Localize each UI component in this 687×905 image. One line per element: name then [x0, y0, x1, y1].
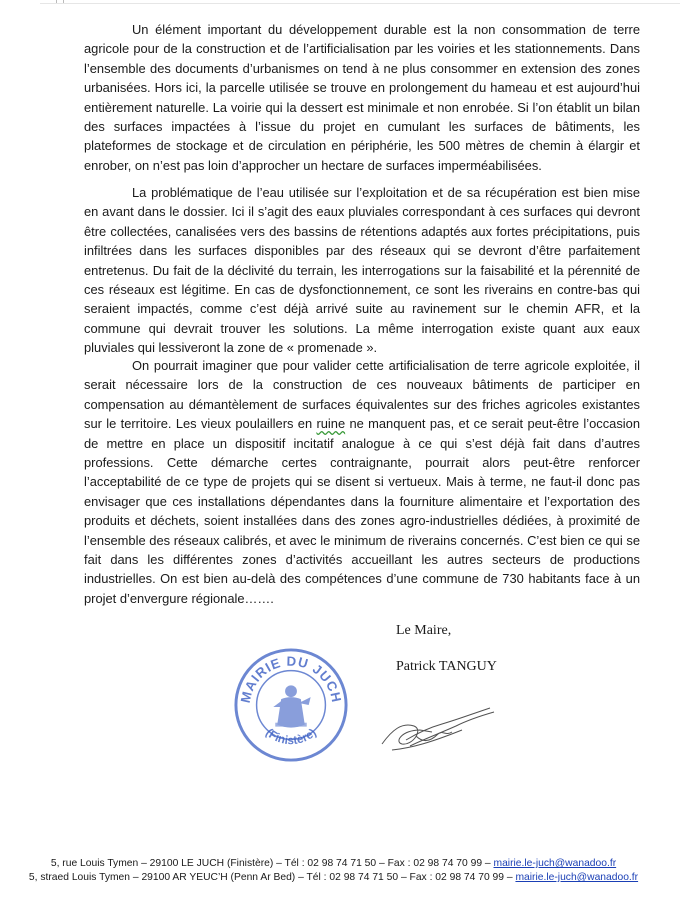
spellcheck-marked-word[interactable]: ruine [316, 416, 346, 432]
footer-address-french [0, 857, 677, 871]
paragraph-3-part-1: On pourrait imaginer que pour valider cette artificialisation de terre agricole exploitée, il serait nécessaire lors de la construction de ces nouveaux bâtiments de participer en compensation au démantèlement de surfaces équivalentes sur des friches agricoles existantes sur le territoire. Les vieux poulaillers en [84, 358, 640, 432]
footer-address-breton [0, 871, 677, 885]
paragraph-2: La problématique de l’eau utilisée sur l’exploitation et de sa récupération est bien mise en avant dans le dossier. Ici il s’agit des eaux pluviales correspondant à ces surfaces qui devront être collectées, canalisées vers des bassins de rétentions adaptés aux fortes précipitations, puis infiltrées dans les surfaces disponibles par des réseaux qui se devront d’être parfaitement entretenus. Du fait de la déclivité du terrain, les interrogations sur la faisabilité et la pérennité de ces réseaux est légitime. En cas de dysfonctionnement, ce sont les riverains en contre-bas qui seraient impactés, comme c’est déjà arrivé suite au ravinement sur le chemin AFR, et la commune qui devrait trouver les solutions. La même interrogation existe quant aux eaux pluviales qui lessiveront la zone de « promenade ». [84, 185, 640, 356]
page-corner-mark [56, 0, 64, 3]
town-hall-stamp [232, 646, 350, 764]
paragraph-1: Un élément important du développement durable est la non consommation de terre agricole pour de la construction et de l’artificialisation par les voiries et les stationnements. Dans l’ensemble des documents d’urbanismes on tend à ne plus consommer en extension des zones urbanisées. Hors ici, la parcelle utilisée se trouve en prolongement du hameau et est aujourd’hui entièrement naturelle. La voirie qui la dessert est minimale et non enrobée. Si l’on établit un bilan des surfaces impactées à l’issue du projet en cumulant les surfaces de bâtiments, les plateformes de stockage et de circulation en périphérie, les 500 mètres de chemin à élargir et enrober, on n’est pas loin d’approcher un hectare de surfaces imperméabilisées. [84, 22, 640, 173]
stamp-bottom-path: (Finistère) [263, 725, 319, 748]
footer-address-text: 5, straed Louis Tymen – 29100 AR YEUC’H (Penn Ar Bed) – Tél : 02 98 74 71 50 – Fax : 02 98 74 70 99 – [28, 872, 516, 883]
stamp-bottom-text [263, 725, 319, 747]
footer-address-text: 5, rue Louis Tymen – 29100 LE JUCH (Finistère) – Tél : 02 98 74 71 50 – Fax : 02 98 74 70 99 – [50, 858, 494, 869]
signatory-name: Patrick TANGUY [396, 659, 497, 674]
marianne-emblem-icon [273, 685, 310, 727]
footer-email-link[interactable]: mairie.le-juch@wanadoo.fr [515, 872, 639, 883]
handwritten-signature [372, 700, 502, 760]
footer-email-link[interactable]: mairie.le-juch@wanadoo.fr [493, 858, 617, 869]
paragraph-3-part-2: ne manquent pas, et ce serait peut-être l’occasion de mettre en place un dispositif incitatif analogue à ce qui s’est déjà fait dans d’autres professions. Cette démarche certes contraignante, pourrait alors peut-être renforcer l’acceptabilité de ce type de projets qui se disent si vertueux. Mais à terme, ne faut-il donc pas envisager que ces installations dépendantes dans la fourniture alimentaire et l’exportation des produits et déchets, soient installées dans des zones agro-industrielles dédiées, à proximité de l’ensemble des réseaux calibrés, et avec le minimum de riverains concernés. C’est bien ce qui se fait dans les différentes zones d’activités accueillant les autres secteurs de productions industrielles. On est bien au-delà des compétences d’une commune de 730 habitants face à un projet d’envergure régionale……. [84, 416, 640, 606]
stamp-top-path: MAIRIE DU JUCH [237, 653, 345, 705]
signatory-title: Le Maire, [396, 623, 452, 638]
paragraph-3 [84, 356, 640, 608]
page-top-edge [40, 0, 680, 4]
